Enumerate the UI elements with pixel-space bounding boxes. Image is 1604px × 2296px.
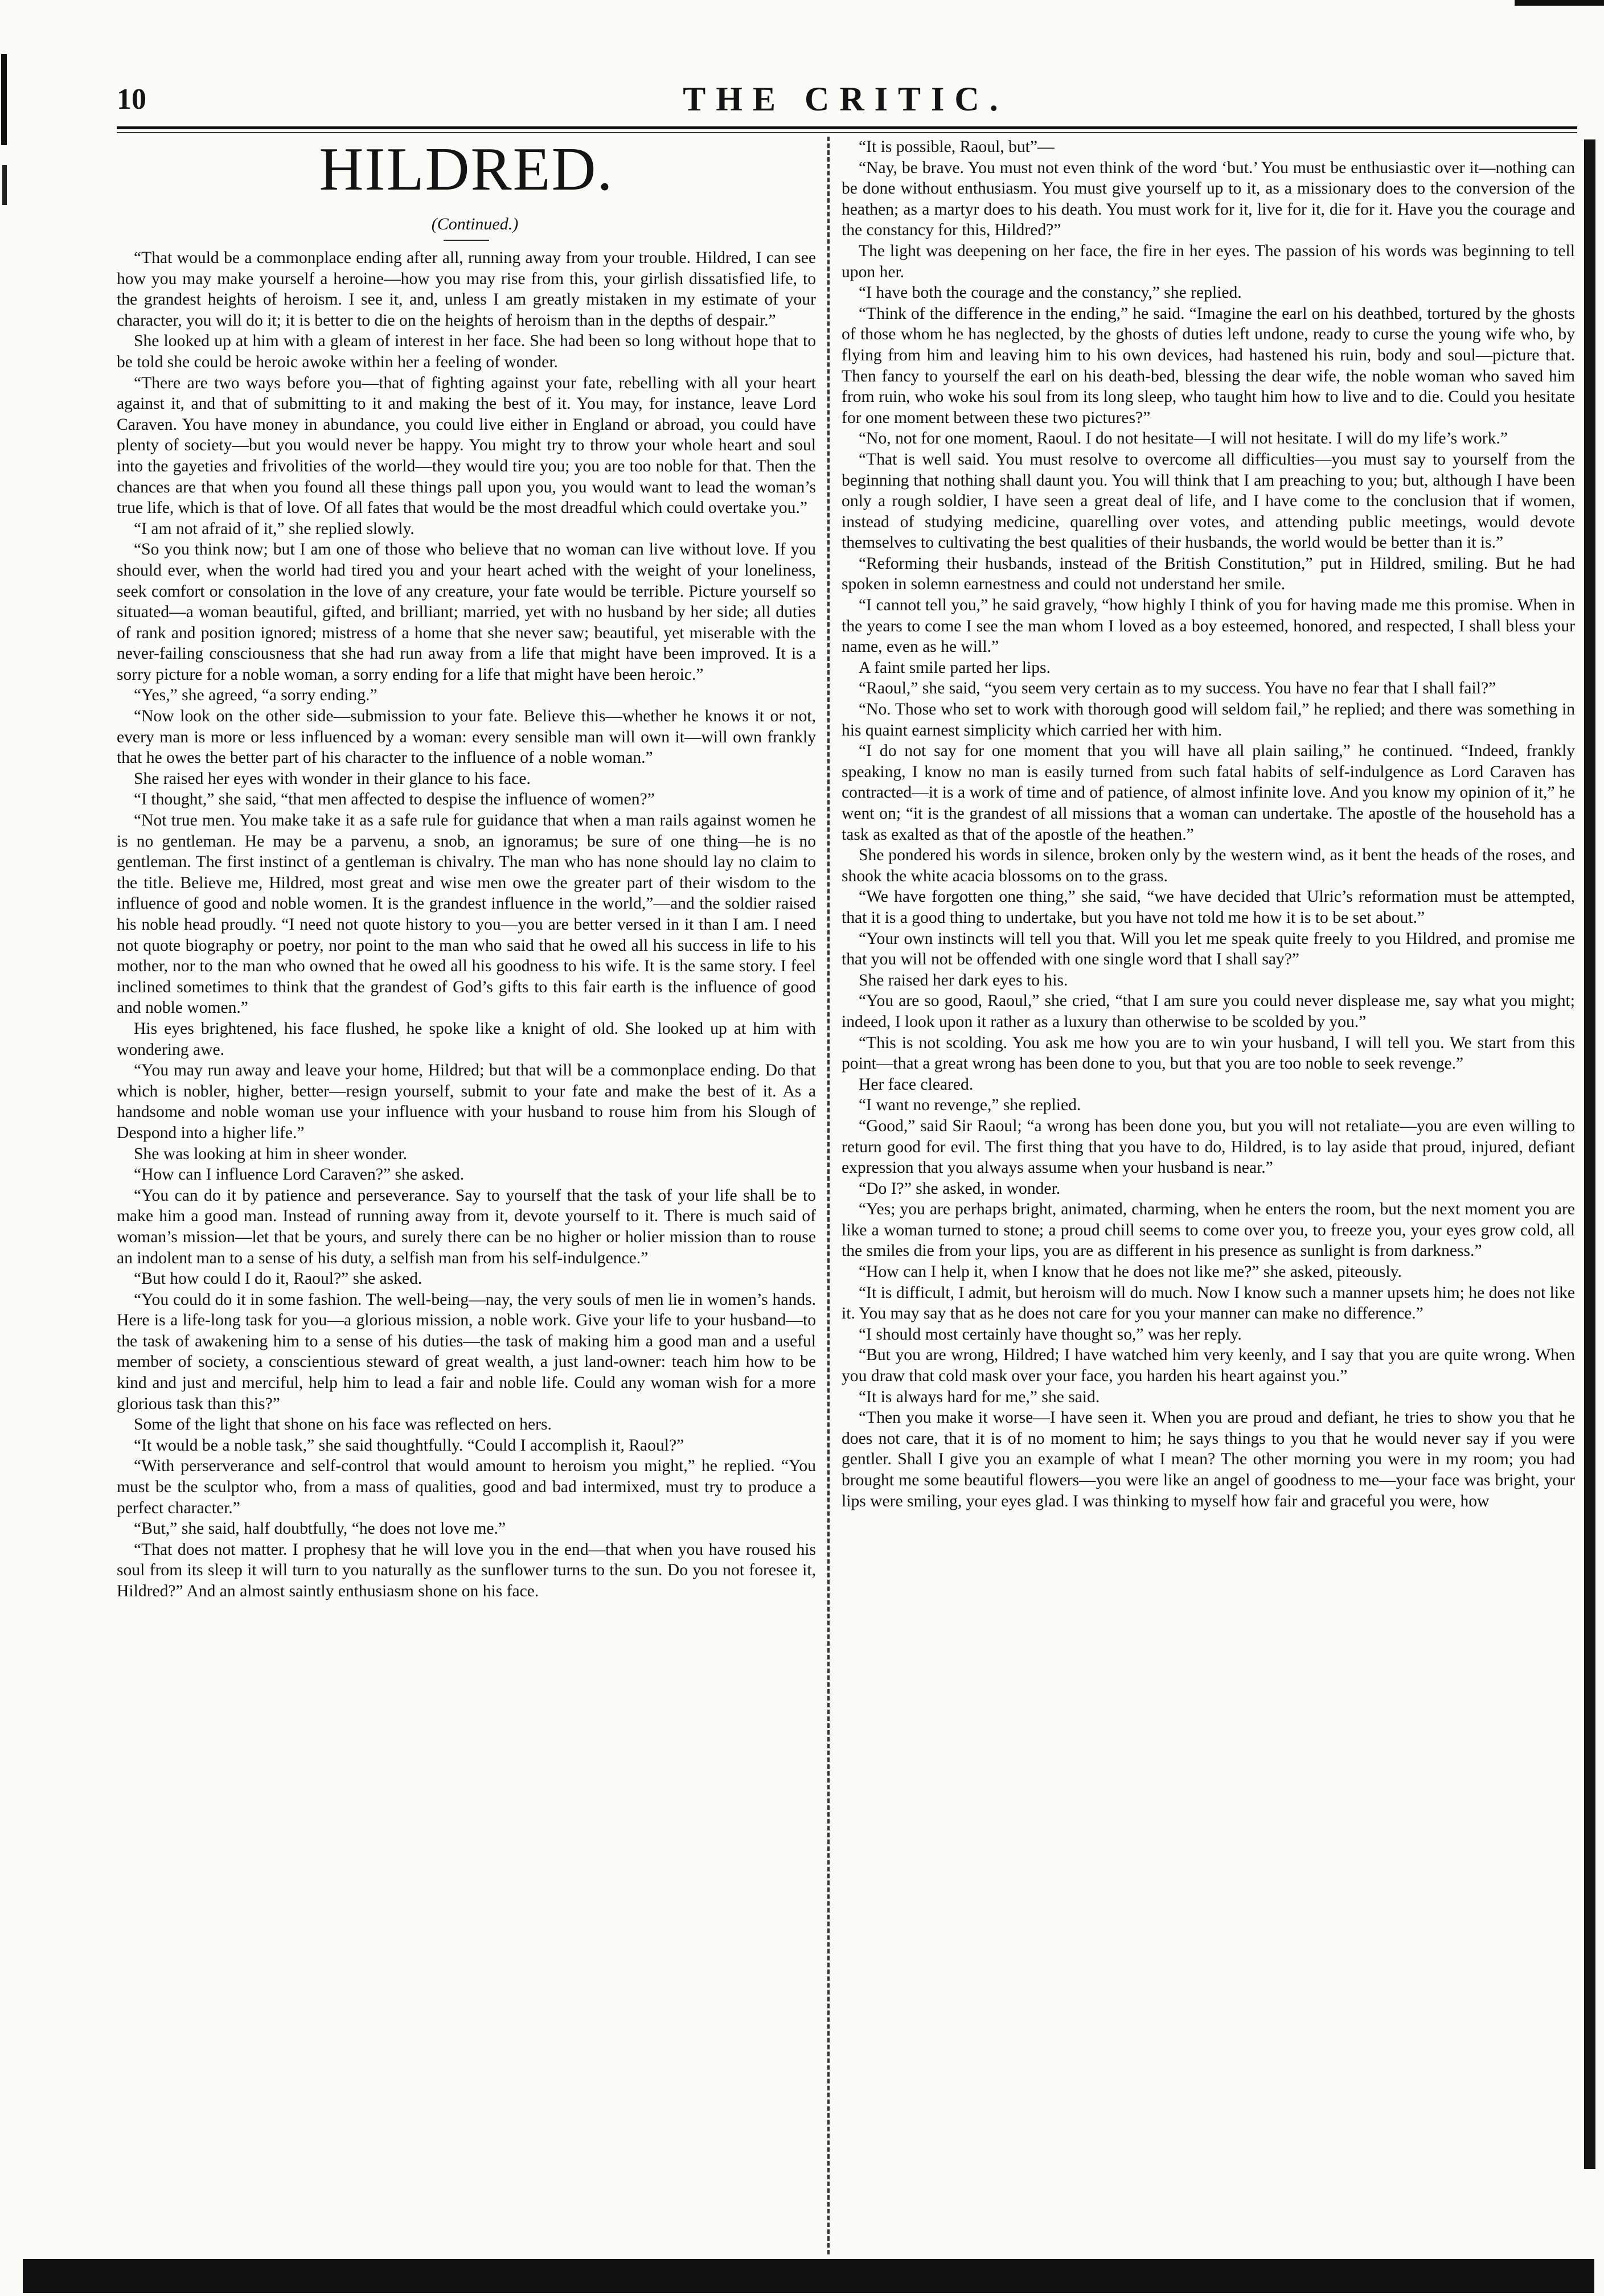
paragraph: “But,” she said, half doubtfully, “he does not love me.”	[134, 1519, 506, 1538]
paragraph: “It is always hard for me,” she said.	[859, 1387, 1100, 1406]
scan-edge-bottom	[23, 2259, 1594, 2293]
title-divider	[444, 240, 489, 241]
paragraph: “I have both the courage and the constancy,” she replied.	[859, 284, 1242, 302]
paragraph: “Now look on the other side—submission to your fate. Believe this—whether he knows it or not, every man is more or less influenced by a woman: every sensible man will own it—will own frankly that he owes the better part of his character to the influence of a noble woman.”	[117, 707, 816, 767]
paragraph: “This is not scolding. You ask me how you are to win your husband, I will tell you. We start from this point—that a great wrong has been done to you, but that you are too noble to seek revenge.”	[842, 1033, 1575, 1073]
paragraph: “It is possible, Raoul, but”—	[859, 138, 1055, 156]
paragraph: “I cannot tell you,” he said gravely, “how highly I think of you for having made me this promise. When in the years to come I see the man whom I loved as a boy esteemed, honored, and respected, I shall bless your name, even as he will.”	[842, 596, 1575, 656]
story-subtitle: (Continued.)	[431, 215, 519, 233]
paragraph: “I do not say for one moment that you will have all plain sailing,” he continued. “Indeed, frankly speaking, I know no man is easily turned from such fatal habits of self-indulgence as Lord Caraven has contracted—it is a work of time and of patience, of almost infinite love. And you know my opinion of it,” he went on; “it is the grandest of all missions that a woman can undertake. The apostle of the household has a task as exalted as that of the apostle of the heathen.”	[842, 742, 1575, 844]
paragraph: “I should most certainly have thought so,” was her reply.	[859, 1325, 1242, 1344]
right-column	[842, 137, 1575, 1512]
paragraph: “But you are wrong, Hildred; I have watched him very keenly, and I say that you are quite wrong. When you draw that cold mask over your face, you harden his heart against you.”	[842, 1346, 1575, 1386]
page-number: 10	[117, 83, 146, 116]
paragraph: “It is difficult, I admit, but heroism will do much. Now I know such a manner upsets him; he does not like it. You may say that as he does not care for you your manner can make no difference.”	[842, 1283, 1575, 1323]
paragraph: “That does not matter. I prophesy that he will love you in the end—that when you have roused his soul from its sleep it will turn to you naturally as the sunflower turns to the sun. Do you not foresee it, Hildred?” And an almost saintly enthusiasm shone on his face.	[117, 1540, 816, 1600]
paragraph: She was looking at him in sheer wonder.	[134, 1144, 408, 1163]
journal-title: THE CRITIC.	[683, 80, 1008, 118]
paragraph: “Think of the difference in the ending,” he said. “Imagine the earl on his deathbed, tortured by the ghosts of those whom he has neglected, by the ghosts of duties left undone, ready to curse the young wife who, by flying from him and leaving him to his own devices, had hastened his ruin, body and soul—picture that. Then fancy to yourself the earl on his death-bed, blessing the dear wife, the noble woman who saved him from ruin, who woke his soul from its long sleep, who taught him how to live and to die. Could you hesitate for one moment between these two pictures?”	[842, 304, 1575, 427]
paragraph: “You could do it in some fashion. The well-being—nay, the very souls of men lie in women’s hands. Here is a life-long task for you—a glorious mission, a noble work. Give your life to your husband—to the task of awakening him to a sense of his duties—the task of making him a good man and a useful member of society, a conscientious steward of great wealth, a just land-owner: teach him how to be kind and just and merciful, help him to lead a fair and noble life. Could any woman wish for a more glorious task than this?”	[117, 1290, 816, 1413]
paragraph: “Reforming their husbands, instead of the British Constitution,” put in Hildred, smiling. But he had spoken in solemn earnestness and could not understand her smile.	[842, 554, 1575, 594]
paragraph: “That is well said. You must resolve to overcome all difficulties—you must say to yourself from the beginning that nothing shall daunt you. You will think that I am preaching to you; but, although I have been only a rough soldier, I have seen a great deal of life, and I have come to the conclusion that if women, instead of studying medicine, quarelling over votes, and attending public meetings, would devote themselves to cultivating the best qualities of their husbands, the world would be better than it is.”	[842, 450, 1575, 552]
paragraph: “No. Those who set to work with thorough good will seldom fail,” he replied; and there was something in his quaint earnest simplicity which carried her with him.	[842, 700, 1575, 740]
paragraph: “I thought,” she said, “that men affected to despise the influence of women?”	[134, 790, 655, 809]
paragraph: She pondered his words in silence, broken only by the western wind, as it bent the heads of the roses, and shook the white acacia blossoms on to the grass.	[842, 846, 1575, 885]
paragraph: “You can do it by patience and perseverance. Say to yourself that the task of your life shall be to make him a good man. Instead of running away from it, devote yourself to it. There is much said of woman’s mission—let that be yours, and surely there can be no higher or holier mission than to rouse an indolent man to a sense of his duty, a selfish man from his self-indulgence.”	[117, 1186, 816, 1267]
paragraph: “How can I help it, when I know that he does not like me?” she asked, piteously.	[859, 1263, 1402, 1282]
paragraph: “With perserverance and self-control that would amount to heroism you might,” he replied. “You must be the sculptor who, from a mass of qualities, good and bad intermixed, must try to produce a perfect character.”	[117, 1457, 816, 1517]
paragraph: She raised her dark eyes to his.	[859, 971, 1068, 989]
scan-mark-left	[1, 54, 7, 145]
page-header	[117, 80, 1574, 125]
left-column	[117, 137, 816, 1602]
paragraph: His eyes brightened, his face flushed, he spoke like a knight of old. She looked up at him with wondering awe.	[117, 1019, 816, 1059]
paragraph: Her face cleared.	[859, 1075, 974, 1094]
paragraph: “But how could I do it, Raoul?” she asked.	[134, 1270, 422, 1288]
paragraph: She raised her eyes with wonder in their glance to his face.	[134, 769, 531, 788]
paragraph: The light was deepening on her face, the fire in her eyes. The passion of his words was beginning to tell upon her.	[842, 241, 1575, 281]
paragraph: “I am not afraid of it,” she replied slowly.	[134, 519, 415, 538]
paragraph: “Yes; you are perhaps bright, animated, charming, when he enters the room, but the next moment you are like a woman turned to stone; a proud chill seems to come over you, to freeze you, your eyes grow cold, all the smiles die from your lips, you are as different in his presence as sunlight is from darkness.”	[842, 1200, 1575, 1260]
paragraph: “You may run away and leave your home, Hildred; but that will be a commonplace ending. Do that which is nobler, higher, better—resign yourself, submit to your fate and make the best of it. As a handsome and noble woman use your influence with your husband to rouse him from his Slough of Despond into a higher life.”	[117, 1061, 816, 1142]
paragraph: Some of the light that shone on his face was reflected on hers.	[134, 1415, 552, 1434]
header-rule	[117, 126, 1577, 129]
paragraph: “How can I influence Lord Caraven?” she asked.	[134, 1165, 465, 1184]
scan-mark-top	[1515, 0, 1604, 6]
paragraph: “Then you make it worse—I have seen it. When you are proud and defiant, he tries to show you that he does not care, that it is of no moment to him; he says things to you that he would never say if you were gentler. Shall I give you an example of what I mean? The other morning you were in my room; you had brought me some beautiful flowers—you were like an angel of goodness to me—your face was bright, your lips were smiling, your eyes glad. I was thinking to myself how fair and graceful you were, how	[842, 1408, 1575, 1510]
paragraph: “Good,” said Sir Raoul; “a wrong has been done you, but you will not retaliate—you are even willing to return good for evil. The first thing that you have to do, Hildred, is to lay aside that proud, injured, defiant expression that you always assume when your husband is near.”	[842, 1116, 1575, 1177]
scan-mark-left-lower	[2, 165, 7, 205]
paragraph: “No, not for one moment, Raoul. I do not hesitate—I will not hesitate. I will do my life’s work.”	[859, 429, 1508, 448]
paragraph: She looked up at him with a gleam of interest in her face. She had been so long without hope that to be told she could be heroic awoke within her a feeling of wonder.	[117, 332, 816, 371]
scan-edge-right	[1584, 139, 1595, 2169]
paragraph: “There are two ways before you—that of fighting against your fate, rebelling with all your heart against it, and that of submitting to it and making the best of it. You may, for instance, leave Lord Caraven. You have money in abundance, you could live either in England or abroad, you could have plenty of society—but you would never be happy. You might try to throw your whole heart and soul into the gayeties and frivolities of the world—they would tire you; you are too noble for that. Then the chances are that when you found all these things pall upon you, you would want to lead the woman’s true life, which is that of love. Of all fates that would be the most dreadful which could overtake you.”	[117, 373, 816, 517]
paragraph: “Nay, be brave. You must not even think of the word ‘but.’ You must be enthusiastic over it—nothing can be done without enthusiasm. You must give yourself up to it, as a missionary does to the conversion of the heathen; as a martyr does to his death. You must work for it, live for it, die for it. Have you the courage and the constancy for this, Hildred?”	[842, 158, 1575, 240]
paragraph: A faint smile parted her lips.	[859, 658, 1051, 677]
paragraph: “You are so good, Raoul,” she cried, “that I am sure you could never displease me, say what you might; indeed, I look upon it rather as a luxury than otherwise to be scolded by you.”	[842, 992, 1575, 1031]
paragraph: “We have forgotten one thing,” she said, “we have decided that Ulric’s reformation must be attempted, that it is a good thing to undertake, but you have not told me how it is to be set about.”	[842, 888, 1575, 927]
paragraph: “So you think now; but I am one of those who believe that no woman can live without love. If you should ever, when the world had tired you and your heart ached with the weight of your loneliness, seek comfort or consolation in the love of any creature, your fate would be terrible. Picture yourself so situated—a woman beautiful, gifted, and brilliant; married, yet with no husband by her side; all duties of rank and position ignored; mistress of a home that she never saw; beautiful, yet miserable with the never-failing consciousness that she had run away from a life that might have been improved. It is a sorry picture for a noble woman, a sorry ending for a life that might have been heroic.”	[117, 540, 816, 684]
paragraph: “I want no revenge,” she replied.	[859, 1096, 1081, 1115]
paragraph: “Yes,” she agreed, “a sorry ending.”	[134, 686, 378, 705]
paragraph: “Not true men. You make take it as a safe rule for guidance that when a man rails against women he is no gentleman. He may be a parvenu, a snob, an ignoramus; be sure of one thing—he is no gentleman. The first instinct of a gentleman is chivalry. The man who has none should lay no claim to the title. Believe me, Hildred, most great and wise men owe the greater part of their wisdom to the influence of good and noble women. It is the grandest influence in the world,”—and the soldier raised his noble head proudly. “I need not quote history to you—you are better versed in it than I am. I need not quote biography or poetry, nor point to the man who said that he owed all his success in life to his mother, nor to the man who owned that he owed all his goodness to his wife. It is the same story. I feel inclined sometimes to think that the grandest of God’s gifts to this fair earth is the influence of good and noble women.”	[117, 811, 816, 1017]
paragraph: “It would be a noble task,” she said thoughtfully. “Could I accomplish it, Raoul?”	[134, 1436, 684, 1455]
header-rule-thin	[117, 132, 1577, 133]
paragraph: “That would be a commonplace ending after all, running away from your trouble. Hildred, I can see how you may make yourself a heroine—how you may rise from this, your girlish dissatisfied life, to the grandest heights of heroism. I see it, and, unless I am greatly mistaken in my estimate of your character, you will do it; it is better to die on the heights of heroism than in the depths of despair.”	[117, 249, 816, 330]
column-separator	[827, 137, 830, 2254]
story-title: HILDRED.	[319, 135, 614, 203]
paragraph: “Do I?” she asked, in wonder.	[859, 1179, 1061, 1198]
paragraph: “Raoul,” she said, “you seem very certain as to my success. You have no fear that I shall fail?”	[859, 679, 1496, 698]
paragraph: “Your own instincts will tell you that. Will you let me speak quite freely to you Hildred, and promise me that you will not be offended with one single word that I shall say?”	[842, 929, 1575, 969]
